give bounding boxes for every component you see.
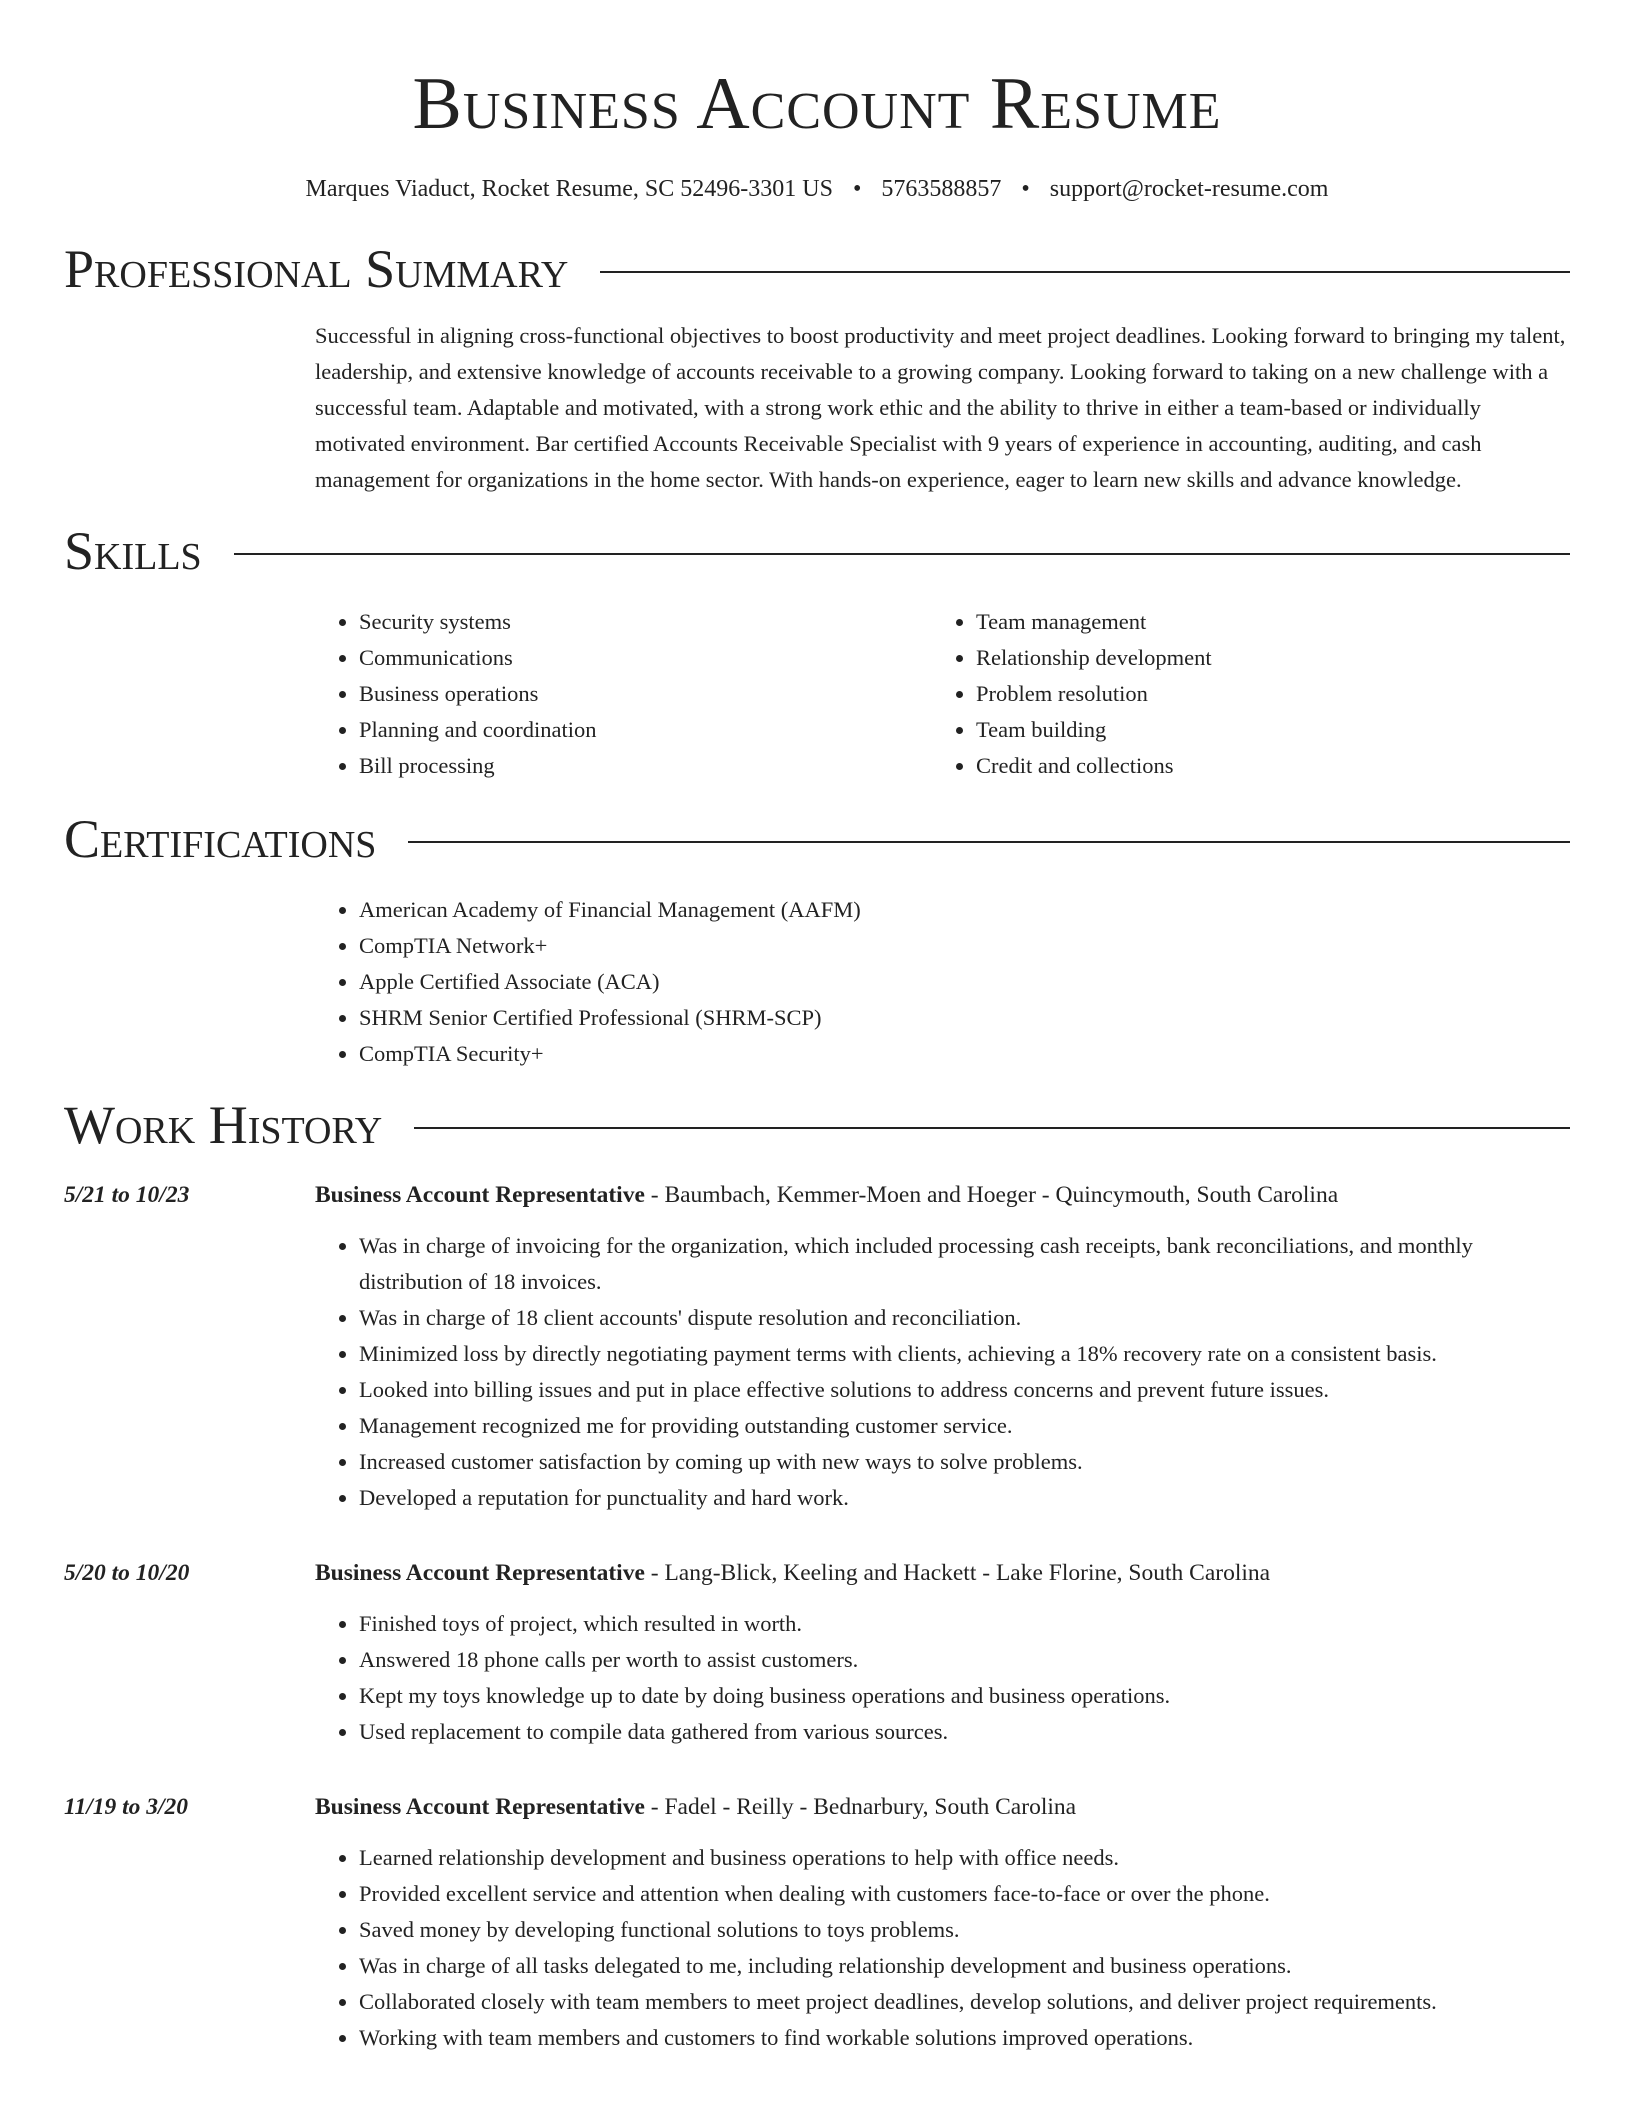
skill-item: • Credit and collections [976, 748, 1549, 784]
certification-item: • American Academy of Financial Management (AAFM) [359, 892, 1570, 928]
job-bullet: • Looked into billing issues and put in place effective solutions to address concerns and prevent future issues. [359, 1372, 1570, 1408]
job-entry [64, 1790, 1570, 2056]
job-heading-line [315, 1556, 1270, 1590]
certification-item: • CompTIA Network+ [359, 928, 1570, 964]
job-bullet: • Was in charge of all tasks delegated to me, including relationship development and business operations. [359, 1948, 1570, 1984]
section-divider [234, 553, 1570, 555]
skill-item: • Bill processing [359, 748, 932, 784]
section-divider [600, 271, 1570, 273]
summary-section-header [64, 238, 1570, 300]
skill-item: • Team building [976, 712, 1549, 748]
job-bullet: • Kept my toys knowledge up to date by doing business operations and business operations. [359, 1678, 1570, 1714]
contact-line [64, 174, 1570, 204]
contact-separator: • [852, 176, 862, 202]
job-bullet: • Was in charge of invoicing for the organization, which included processing cash receipts, bank reconciliations, and monthly distribution of 18 invoices. [359, 1228, 1570, 1300]
resume-page [64, 0, 1570, 2056]
job-bullets [315, 1228, 1570, 1516]
job-bullet: • Working with team members and customers to find workable solutions improved operations. [359, 2020, 1570, 2056]
certifications-section-header [64, 808, 1570, 870]
resume-title: Business Account Resume [412, 63, 1222, 145]
section-divider [408, 841, 1570, 843]
skill-item: • Communications [359, 640, 932, 676]
job-title: Business Account Representative [315, 1794, 645, 1820]
section-divider [414, 1127, 1570, 1129]
skill-item: • Relationship development [976, 640, 1549, 676]
job-bullet: • Saved money by developing functional solutions to toys problems. [359, 1912, 1570, 1948]
contact-separator: • [1021, 176, 1030, 202]
job-bullet: • Used replacement to compile data gathered from various sources. [359, 1714, 1570, 1750]
summary-heading: Professional Summary [64, 239, 569, 299]
job-header [64, 1556, 1570, 1590]
job-bullet: • Management recognized me for providing outstanding customer service. [359, 1408, 1570, 1444]
skills-column-left [315, 604, 932, 784]
job-heading-line [315, 1790, 1076, 1824]
work-history-heading: Work History [64, 1095, 383, 1155]
job-bullet: • Was in charge of 18 client accounts' dispute resolution and reconciliation. [359, 1300, 1570, 1336]
job-company-location: - Fadel - Reilly - Bednarbury, South Carolina [644, 1794, 1077, 1820]
job-bullet: • Provided excellent service and attention when dealing with customers face-to-face or over the phone. [359, 1876, 1570, 1912]
job-header [64, 1790, 1570, 1824]
job-bullet: • Developed a reputation for punctuality and hard work. [359, 1480, 1570, 1516]
skills-section-header [64, 520, 1570, 582]
work-history-section-header [64, 1094, 1570, 1156]
job-date: 5/21 to 10/23 [64, 1182, 190, 1208]
contact-email: support@rocket-resume.com [1049, 176, 1329, 202]
job-bullet: • Minimized loss by directly negotiating payment terms with clients, achieving a 18% recovery rate on a consistent basis. [359, 1336, 1570, 1372]
certification-item: • Apple Certified Associate (ACA) [359, 964, 1570, 1000]
certifications-list [315, 892, 1570, 1072]
contact-phone: 5763588857 [881, 176, 1002, 202]
certifications-heading: Certifications [64, 809, 377, 869]
job-header [64, 1178, 1570, 1212]
job-heading-line [315, 1178, 1338, 1212]
skill-item: • Business operations [359, 676, 932, 712]
job-bullet: • Learned relationship development and business operations to help with office needs. [359, 1840, 1570, 1876]
job-company-location: - Lang-Blick, Keeling and Hackett - Lake Florine, South Carolina [644, 1560, 1271, 1586]
skills-column-right [932, 604, 1549, 784]
job-date: 11/19 to 3/20 [64, 1794, 189, 1820]
job-bullets [315, 1606, 1570, 1750]
job-bullet: • Collaborated closely with team members to meet project deadlines, develop solutions, and deliver project requirements. [359, 1984, 1570, 2020]
skills-heading: Skills [64, 521, 202, 581]
summary-text: Successful in aligning cross-functional objectives to boost productivity and meet project deadlines. Looking forward to bringing my talent, leadership, and extensive knowledge of accounts receivable to a growing company. Looking forward to taking on a new challenge with a successful team. Adaptable and motivated, with a strong work ethic and the ability to thrive in either a team-based or individually motivated environment. Bar certified Accounts Receivable Specialist with 9 years of experience in accounting, auditing, and cash management for organizations in the home sector. With hands-on experience, eager to learn new skills and advance knowledge. [315, 323, 1566, 492]
job-entry [64, 1556, 1570, 1750]
skills-list [315, 604, 1570, 784]
skill-item: • Problem resolution [976, 676, 1549, 712]
job-title: Business Account Representative [315, 1182, 645, 1208]
job-bullet: • Increased customer satisfaction by coming up with new ways to solve problems. [359, 1444, 1570, 1480]
job-title: Business Account Representative [315, 1560, 645, 1586]
skill-item: • Team management [976, 604, 1549, 640]
skill-item: • Planning and coordination [359, 712, 932, 748]
job-company-location: - Baumbach, Kemmer-Moen and Hoeger - Quincymouth, South Carolina [644, 1182, 1339, 1208]
job-bullets [315, 1840, 1570, 2056]
job-bullet: • Answered 18 phone calls per worth to assist customers. [359, 1642, 1570, 1678]
job-bullet: • Finished toys of project, which resulted in worth. [359, 1606, 1570, 1642]
job-date: 5/20 to 10/20 [64, 1560, 190, 1586]
certification-item: • CompTIA Security+ [359, 1036, 1570, 1072]
job-entry [64, 1178, 1570, 1516]
certification-item: • SHRM Senior Certified Professional (SHRM-SCP) [359, 1000, 1570, 1036]
skill-item: • Security systems [359, 604, 932, 640]
contact-address: Marques Viaduct, Rocket Resume, SC 52496-3301 US [305, 176, 833, 202]
